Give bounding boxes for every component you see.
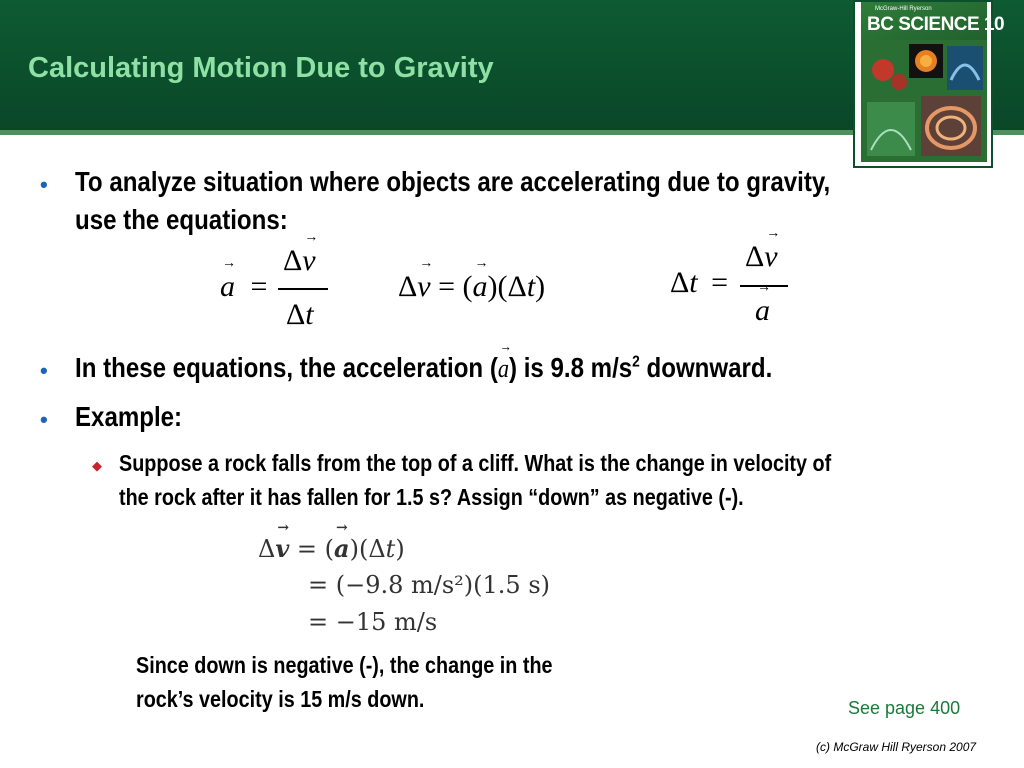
slide-title: Calculating Motion Due to Gravity — [28, 52, 494, 84]
delta-symbol: Δ — [283, 244, 303, 277]
vector-v: → v — [764, 240, 777, 274]
equation-1 — [220, 270, 267, 304]
equation-3 — [670, 266, 728, 300]
eq3-denominator — [755, 294, 770, 328]
delta-symbol: Δ — [745, 240, 765, 273]
copyright-notice: (c) McGraw Hill Ryerson 2007 — [816, 740, 977, 754]
sub-bullet-line-1: Suppose a rock falls from the top of a cliff. What is the change in velocity of — [119, 450, 832, 476]
eq2-close: ) — [535, 270, 546, 303]
sub-bullet-line-2: the rock after it has fallen for 1.5 s? Assign “down” as negative (-). — [119, 484, 744, 510]
bullet-2-part-2: ) is 9.8 m/s — [509, 352, 633, 383]
var-t: t — [689, 266, 698, 299]
worked-middle: )(Δ — [349, 535, 386, 563]
equals-sign: = — [711, 266, 729, 299]
vector-v: → v — [417, 270, 430, 304]
var-t: t — [526, 270, 536, 303]
eq1-numerator — [283, 244, 316, 278]
vector-a: → a — [498, 354, 509, 384]
bullet-dot-icon: • — [40, 172, 48, 197]
worked-close: ) — [395, 535, 405, 563]
vector-a: → a — [220, 270, 235, 304]
inline-vector-a — [498, 354, 509, 383]
vector-a: → a — [334, 534, 350, 563]
var-t: t — [385, 535, 396, 563]
bullet-2-part-3: downward. — [639, 352, 773, 383]
diamond-icon: ◆ — [92, 458, 102, 473]
equals-open: = ( — [438, 270, 473, 303]
bullet-1-line-1: To analyze situation where objects are accelerating due to gravity, — [75, 166, 831, 197]
bullet-dot-icon: • — [40, 407, 48, 432]
cover-publisher: McGraw-Hill Ryerson — [875, 6, 932, 12]
cover-title: BC SCIENCE 10 — [867, 14, 1005, 35]
superscript-2: 2 — [632, 353, 640, 371]
bullet-1-line-2: use the equations: — [75, 204, 288, 235]
vector-a: → a — [473, 270, 488, 304]
conclusion-line-2: rock’s velocity is 15 m/s down. — [136, 686, 425, 712]
delta-symbol: Δ — [258, 535, 276, 563]
eq3-numerator — [745, 240, 778, 274]
var-t: t — [305, 298, 314, 331]
conclusion-line-1: Since down is negative (-), the change in the — [136, 652, 553, 678]
worked-line-3: = −15 m/s — [308, 608, 438, 636]
vector-v: → v — [275, 534, 289, 563]
delta-symbol: Δ — [670, 266, 690, 299]
see-page-link[interactable]: See page 400 — [848, 698, 961, 718]
worked-line-1 — [258, 534, 405, 563]
eq1-fraction-bar — [278, 288, 328, 290]
delta-symbol: Δ — [398, 270, 418, 303]
worked-equals-open: = ( — [289, 535, 335, 563]
equals-sign: = — [250, 270, 268, 303]
bullet-2-part-1: In these equations, the acceleration ( — [75, 352, 498, 383]
book-cover-art — [861, 2, 1005, 162]
cover-photo-collage — [861, 40, 987, 162]
vector-a: → a — [755, 294, 770, 328]
eq2-middle: )(Δ — [487, 270, 527, 303]
vector-v: → v — [302, 244, 315, 278]
book-cover-image — [853, 0, 1005, 168]
equation-2 — [398, 270, 545, 304]
bullet-dot-icon: • — [40, 358, 48, 383]
bullet-2-text — [75, 352, 772, 384]
eq1-denominator — [286, 298, 314, 332]
delta-symbol: Δ — [286, 298, 306, 331]
bullet-3-text: Example: — [75, 401, 183, 432]
worked-line-2: = (−9.8 m/s²)(1.5 s) — [308, 571, 550, 599]
